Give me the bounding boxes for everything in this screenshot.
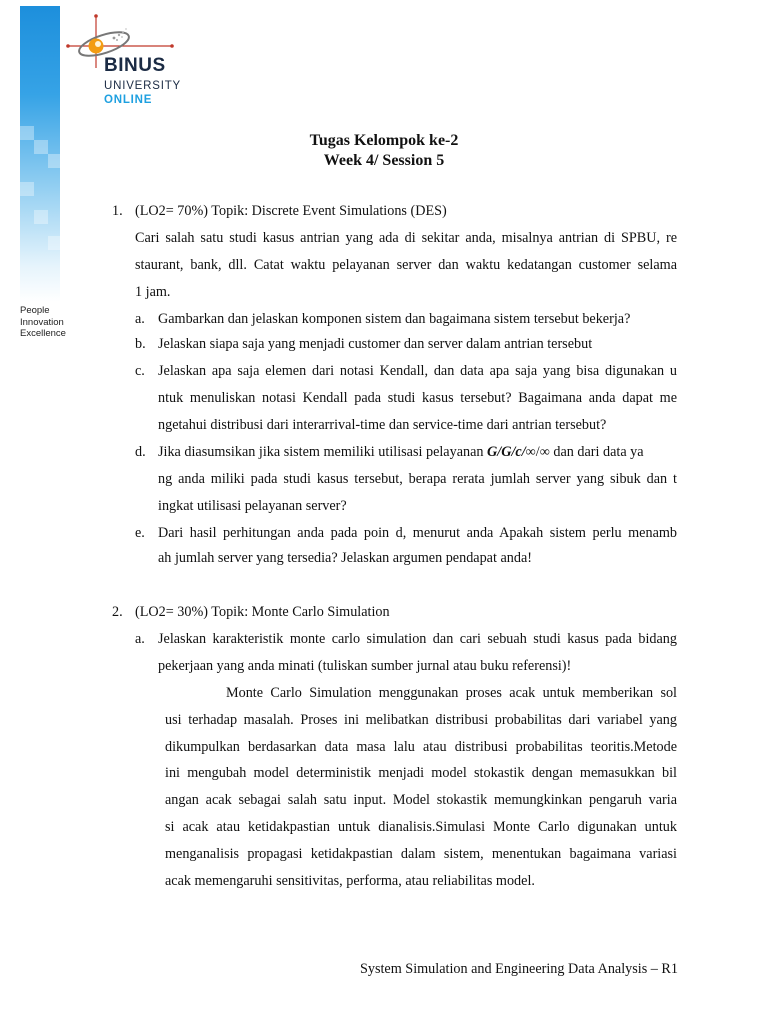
- tagline-excellence: Excellence: [20, 328, 66, 339]
- tagline: [20, 305, 66, 340]
- q2-a-text: Jelaskan karakteristik monte carlo simulation dan cari sebuah studi kasus pada bidang: [158, 631, 677, 647]
- q1-d-text: ng anda miliki pada studi kasus tersebut, berapa rerata jumlah server yang sibuk dan t: [158, 471, 677, 487]
- q1-d-infinity: ∞/∞: [525, 444, 550, 460]
- q1-b-marker: b.: [135, 336, 146, 352]
- q2-a-marker: a.: [135, 631, 145, 647]
- q1-a-marker: a.: [135, 311, 145, 327]
- q1-intro-line: 1 jam.: [135, 284, 171, 300]
- q1-c-marker: c.: [135, 363, 145, 379]
- q2-answer-line: angan acak sebagai salah satu input. Model stokastik memungkinkan pengaruh varia: [165, 792, 677, 808]
- q2-answer-line: Monte Carlo Simulation menggunakan proses acak untuk memberikan sol: [226, 685, 677, 701]
- q1-e-text: Dari hasil perhitungan anda pada poin d, menurut anda Apakah sistem perlu menamb: [158, 525, 677, 541]
- q2-answer-line: si acak atau ketidakpastian untuk dianalisis.Simulasi Monte Carlo digunakan untuk: [165, 819, 677, 835]
- tagline-innovation: Innovation: [20, 316, 64, 328]
- q1-e-text: ah jumlah server yang tersedia? Jelaskan argumen pendapat anda!: [158, 550, 532, 566]
- q2-heading: (LO2= 30%) Topik: Monte Carlo Simulation: [135, 604, 390, 620]
- q1-c-text: Jelaskan apa saja elemen dari notasi Kendall, dan data apa saja yang bisa digunakan u: [158, 363, 677, 379]
- q1-c-text: ngetahui distribusi dari interarrival-time dan service-time dari antrian tersebut?: [158, 417, 607, 433]
- q2-answer-line: menganalisis propagasi ketidakpastian dalam sistem, menentukan bagaimana variasi: [165, 846, 677, 862]
- q1-number: 1.: [112, 203, 123, 219]
- q2-answer-line: acak memengaruhi sensitivitas, performa, atau reliabilitas model.: [165, 873, 535, 889]
- document-subtitle: Week 4/ Session 5: [323, 152, 445, 169]
- q1-d-post: dan dari data ya: [549, 444, 644, 460]
- tagline-people: People: [20, 305, 50, 316]
- q1-intro-line: Cari salah satu studi kasus antrian yang ada di sekitar anda, misalnya antrian di SPBU, re: [135, 230, 677, 246]
- q1-d-pre: Jika diasumsikan jika sistem memiliki utilisasi pelayanan: [158, 444, 488, 460]
- q1-c-text: ntuk menuliskan notasi Kendall pada studi kasus tersebut? Bagaimana anda dapat me: [158, 390, 677, 406]
- binus-logo: [62, 10, 192, 110]
- q1-d-text: [158, 443, 677, 461]
- q2-answer-line: dikumpulkan berdasarkan data masa lalu atau distribusi probabilitas teoritis.Metode: [165, 739, 677, 755]
- q1-b-text: Jelaskan siapa saja yang menjadi customer dan server dalam antrian tersebut: [158, 336, 593, 352]
- page-footer: System Simulation and Engineering Data Analysis – R1: [359, 961, 678, 977]
- logo-online: ONLINE: [104, 94, 153, 106]
- document-title: Tugas Kelompok ke-2: [309, 132, 459, 149]
- q1-intro-line: staurant, bank, dll. Catat waktu pelayanan server dan waktu kedatangan customer selama: [135, 257, 677, 273]
- q1-d-notation: G/G/c/: [487, 444, 526, 460]
- logo-university: UNIVERSITY: [104, 80, 182, 92]
- q2-number: 2.: [112, 604, 123, 620]
- q1-e-marker: e.: [135, 525, 145, 541]
- q1-heading: (LO2= 70%) Topik: Discrete Event Simulations (DES): [135, 203, 447, 219]
- q2-a-text: pekerjaan yang anda minati (tuliskan sumber jurnal atau buku referensi)!: [158, 658, 572, 674]
- logo-brand: BINUS: [104, 55, 166, 76]
- q1-d-marker: d.: [135, 444, 146, 460]
- q2-answer-line: usi terhadap masalah. Proses ini melibatkan distribusi probabilitas dari variabel yang: [165, 712, 677, 728]
- q2-answer-line: ini mengubah model deterministik menjadi model stokastik dengan memasukkan bil: [165, 765, 677, 781]
- q1-a-text: Gambarkan dan jelaskan komponen sistem dan bagaimana sistem tersebut bekerja?: [158, 311, 631, 327]
- q1-d-text: ingkat utilisasi pelayanan server?: [158, 498, 347, 514]
